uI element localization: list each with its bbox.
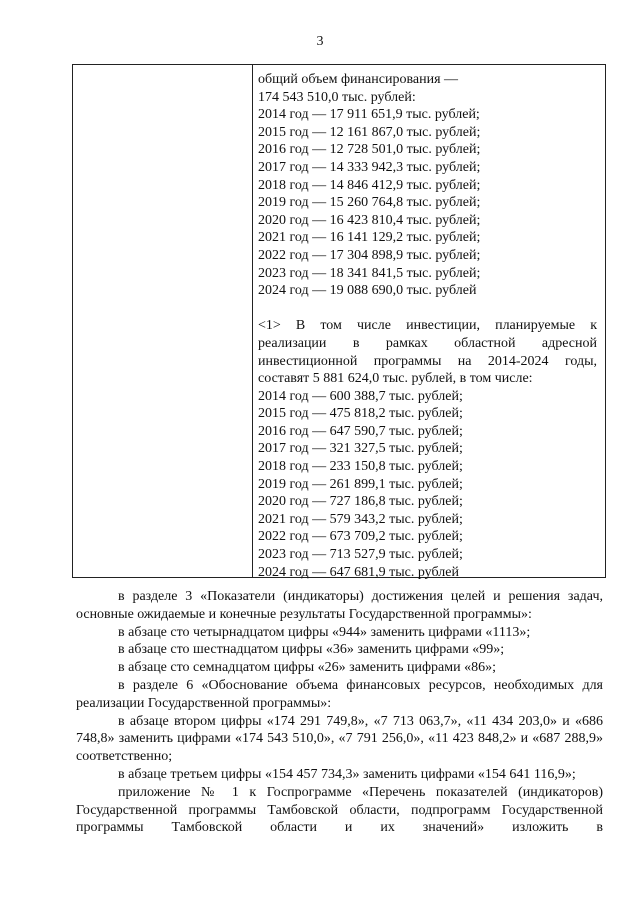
financing-year-2022: 2022 год — 17 304 898,9 тыс. рублей;	[258, 247, 481, 263]
financing-year-2021: 2021 год — 16 141 129,2 тыс. рублей;	[258, 230, 481, 246]
paragraph-second-abzac: в абзаце втором цифры «174 291 749,8», «7 713 063,7», «11 434 203,0» и «686 748,8» заменить цифрами «174 543 510,0», «7 791 256,0», «11 423 848,2» и «687 288,9» соответственно;	[76, 713, 603, 765]
page-number: 3	[316, 34, 324, 49]
paragraph-114: в абзаце сто четырнадцатом цифры «944» заменить цифрами «1113»;	[118, 624, 531, 640]
financing-cell	[258, 71, 597, 581]
table-column-divider	[252, 65, 253, 577]
financing-year-2014: 2014 год — 17 911 651,9 тыс. рублей;	[258, 107, 480, 123]
financing-line: общий объем финансирования —	[258, 72, 459, 87]
investment-note-line: составят 5 881 624,0 тыс. рублей, в том числе:	[258, 371, 533, 387]
investment-year-2021: 2021 год — 579 343,2 тыс. рублей;	[258, 511, 463, 527]
financing-year-2023: 2023 год — 18 341 841,5 тыс. рублей;	[258, 265, 481, 281]
investment-year-2020: 2020 год — 727 186,8 тыс. рублей;	[258, 494, 463, 510]
investment-year-2017: 2017 год — 321 327,5 тыс. рублей;	[258, 441, 463, 457]
financing-year-2016: 2016 год — 12 728 501,0 тыс. рублей;	[258, 142, 481, 158]
paragraph-116: в абзаце сто шестнадцатом цифры «36» заменить цифрами «99»;	[118, 642, 505, 658]
financing-year-2024: 2024 год — 19 088 690,0 тыс. рублей	[258, 283, 477, 299]
paragraph-third-abzac: в абзаце третьем цифры «154 457 734,3» заменить цифрами «154 641 116,9»;	[118, 766, 576, 782]
financing-table	[72, 64, 606, 578]
investment-note-line: <1> В том числе инвестиции, планируемые к	[258, 318, 597, 334]
paragraph-section-3: в разделе 3 «Показатели (индикаторы) достижения целей и решения задач, основные ожидаемые и конечные результаты Государственной программы»:	[76, 589, 603, 622]
investment-year-2014: 2014 год — 600 388,7 тыс. рублей;	[258, 388, 463, 404]
investment-year-2019: 2019 год — 261 899,1 тыс. рублей;	[258, 476, 463, 492]
investment-year-2015: 2015 год — 475 818,2 тыс. рублей;	[258, 406, 463, 422]
paragraph-117: в абзаце сто семнадцатом цифры «26» заменить цифрами «86»;	[118, 660, 496, 676]
paragraph-section-6: в разделе 6 «Обоснование объема финансовых ресурсов, необходимых для реализации Государственной программы»:	[76, 677, 603, 711]
investment-year-2024: 2024 год — 647 681,9 тыс. рублей	[258, 564, 459, 580]
amendments-text	[76, 588, 603, 837]
financing-total: 174 543 510,0 тыс. рублей:	[258, 89, 416, 105]
investment-year-2018: 2018 год — 233 150,8 тыс. рублей;	[258, 459, 463, 475]
financing-year-2015: 2015 год — 12 161 867,0 тыс. рублей;	[258, 124, 481, 140]
financing-year-2018: 2018 год — 14 846 412,9 тыс. рублей;	[258, 177, 481, 193]
investment-year-2016: 2016 год — 647 590,7 тыс. рублей;	[258, 423, 463, 439]
financing-year-2017: 2017 год — 14 333 942,3 тыс. рублей;	[258, 159, 481, 175]
investment-note-line: инвестиционной программы на 2014-2024 годы,	[258, 353, 597, 369]
spacer	[258, 300, 597, 318]
financing-year-2019: 2019 год — 15 260 764,8 тыс. рублей;	[258, 195, 481, 211]
investment-year-2022: 2022 год — 673 709,2 тыс. рублей;	[258, 529, 463, 545]
financing-year-2020: 2020 год — 16 423 810,4 тыс. рублей;	[258, 212, 481, 228]
investment-year-2023: 2023 год — 713 527,9 тыс. рублей;	[258, 547, 463, 563]
paragraph-appendix-1: приложение № 1 к Госпрограмме «Перечень показателей (индикаторов) Государственной программы Тамбовской области, подпрограмм Государственной программы Тамбовской области и их значений» изложить в	[76, 784, 603, 836]
investment-note-line: реализации в рамках областной адресной	[258, 335, 597, 351]
